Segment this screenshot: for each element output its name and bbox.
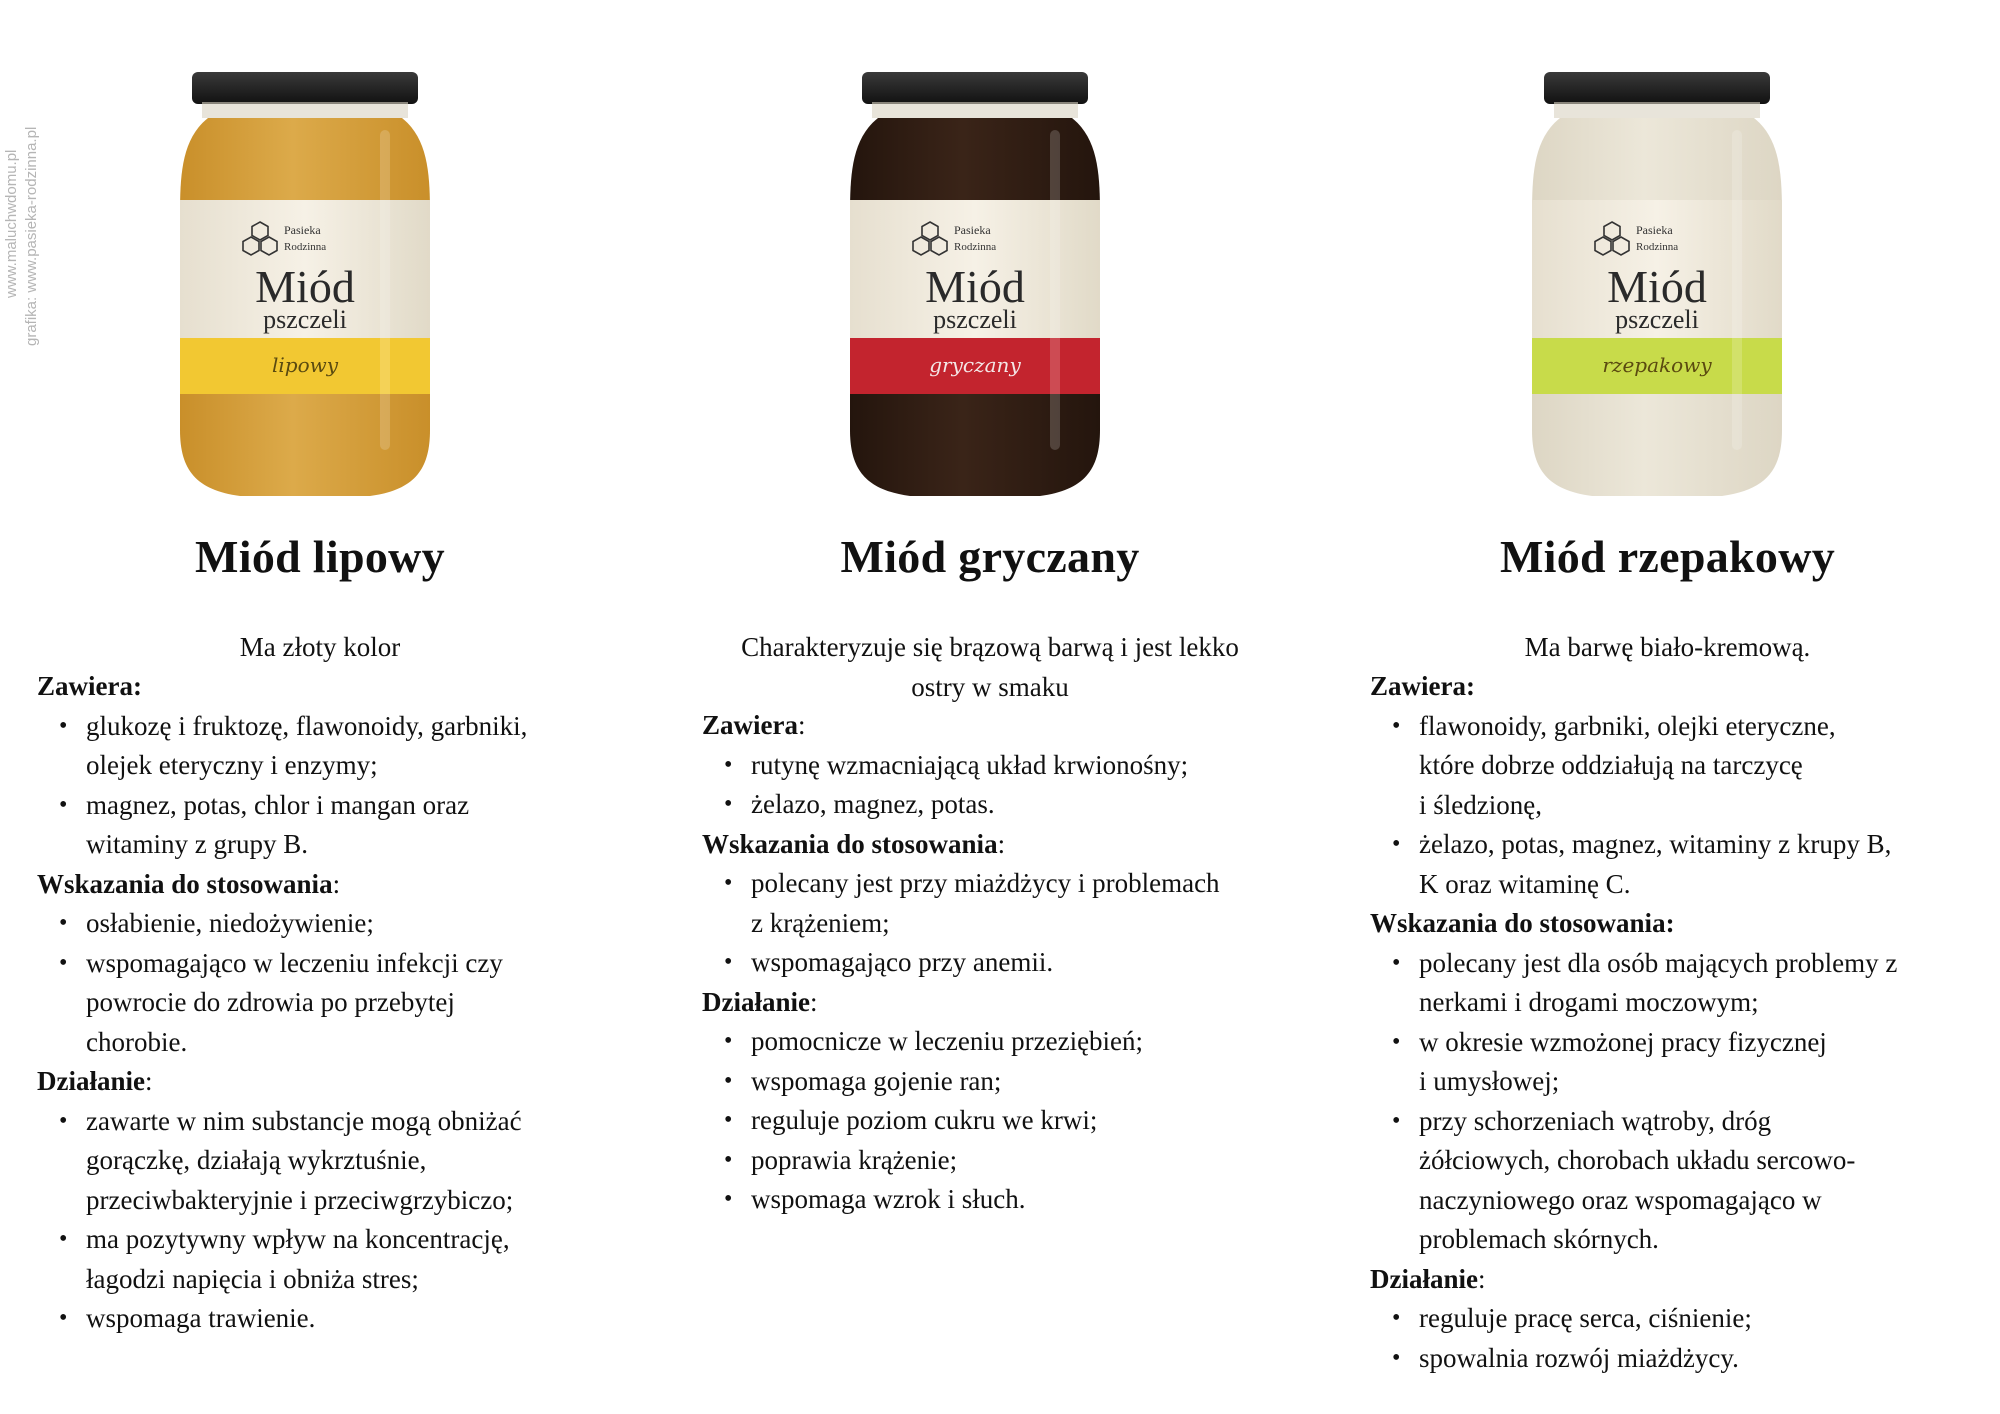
description-line: Charakteryzuje się brązową barwą i jest lekko: [741, 632, 1239, 662]
jar-label-line-2: pszczeli: [933, 305, 1017, 334]
jar-label-line-2: pszczeli: [1615, 305, 1699, 334]
section-heading: [1370, 1260, 1975, 1300]
jar-image-area: [1365, 70, 1970, 510]
jar-brand-line-2: Rodzinna: [954, 241, 997, 253]
jar-image-area: [30, 70, 610, 510]
section-heading-text: Działanie: [1370, 1263, 1478, 1294]
jar-label-line-2: pszczeli: [263, 305, 347, 334]
jar-brand-line-1: Pasieka: [284, 223, 321, 237]
list-item-line: • polecany jest dla osób mających problemy z: [1419, 947, 1898, 978]
jar-lid: [862, 72, 1088, 104]
list-item-line: • wspomaga wzrok i słuch.: [751, 1184, 1026, 1214]
list-item-line: problemach skórnych.: [1419, 1224, 1659, 1254]
list-item-line: • reguluje poziom cukru we krwi;: [751, 1105, 1098, 1135]
list-item-line: • polecany jest przy miażdżycy i problemach: [751, 868, 1220, 898]
list-item: [702, 943, 1292, 983]
list-item-line: K oraz witaminę C.: [1419, 868, 1631, 899]
list-item-line: • żelazo, potas, magnez, witaminy z krupy B,: [1419, 829, 1892, 859]
section-list: [37, 707, 617, 865]
list-item: [1370, 944, 1975, 1023]
list-item-line: witaminy z grupy B.: [86, 829, 308, 859]
list-item-line: • przy schorzeniach wątroby, dróg: [1419, 1105, 1772, 1136]
product-details: [1370, 667, 1975, 1378]
list-item-line: • magnez, potas, chlor i mangan oraz: [86, 789, 470, 820]
section-heading-text: Wskazania do stosowania: [702, 828, 998, 859]
list-item: [37, 944, 617, 1063]
section-heading-colon: :: [997, 828, 1006, 859]
list-item-line: żółciowych, chorobach układu sercowo-: [1419, 1145, 1856, 1175]
list-item-line: • żelazo, magnez, potas.: [751, 789, 995, 819]
list-item-line: chorobie.: [86, 1026, 188, 1057]
jar-lid: [1544, 72, 1770, 104]
jar-brand-line-2: Rodzinna: [1636, 241, 1679, 253]
list-item: [702, 864, 1292, 943]
list-item: [1370, 1339, 1975, 1379]
list-item: [1370, 707, 1975, 826]
list-item: [37, 1220, 617, 1299]
list-item: [37, 1102, 617, 1221]
jar-label-line-1: Miód: [925, 261, 1025, 312]
list-item: [702, 1180, 1292, 1220]
jar-highlight: [1732, 130, 1742, 450]
list-item-line: • rutynę wzmacniającą układ krwionośny;: [751, 749, 1189, 780]
list-item-line: • w okresie wzmożonej pracy fizycznej: [1419, 1026, 1827, 1057]
list-item: [702, 785, 1292, 825]
section-list: [1370, 944, 1975, 1260]
honey-jar-image: [180, 70, 430, 500]
section-list: [1370, 1299, 1975, 1378]
section-list: [37, 1102, 617, 1339]
jar-highlight: [380, 130, 390, 450]
jar-label-variety: gryczany: [929, 353, 1021, 377]
column-rzepakowy: [1365, 0, 1970, 1414]
product-details: [37, 667, 617, 1339]
honey-jar-image: [850, 70, 1100, 500]
list-item-line: i umysłowej;: [1419, 1066, 1560, 1096]
product-description: [1365, 627, 1970, 667]
section-heading: [1370, 667, 1975, 707]
list-item-line: • pomocnicze w leczeniu przeziębień;: [751, 1026, 1144, 1056]
list-item-line: • glukozę i fruktozę, flawonoidy, garbniki,: [86, 710, 528, 741]
product-title: Miód lipowy: [195, 531, 445, 582]
jar-brand-line-2: Rodzinna: [284, 241, 327, 253]
jar-brand-line-1: Pasieka: [954, 223, 991, 237]
section-list: [702, 1022, 1292, 1220]
list-item: [37, 786, 617, 865]
list-item: [1370, 1023, 1975, 1102]
description-line: Ma złoty kolor: [239, 632, 401, 662]
section-list: [702, 864, 1292, 983]
jar-lid: [192, 72, 418, 104]
section-heading-colon: :: [332, 868, 341, 899]
list-item: [1370, 825, 1975, 904]
section-heading-text: Wskazania do stosowania:: [1370, 908, 1675, 938]
list-item-line: powrocie do zdrowia po przebytej: [86, 987, 455, 1017]
jar-neck: [202, 102, 408, 118]
list-item: [702, 1062, 1292, 1102]
section-heading-colon: :: [797, 710, 806, 740]
list-item: [37, 904, 617, 944]
jar-neck: [1554, 102, 1760, 118]
list-item-line: • wspomaga trawienie.: [86, 1303, 316, 1333]
description-line: Ma barwę biało-kremową.: [1524, 632, 1811, 662]
section-heading-text: Wskazania do stosowania: [37, 868, 333, 899]
product-title: Miód rzepakowy: [1499, 531, 1836, 582]
section-list: [702, 746, 1292, 825]
list-item: [37, 707, 617, 786]
list-item-line: • wspomaga gojenie ran;: [751, 1065, 1002, 1096]
section-heading: [702, 825, 1292, 865]
section-heading: [1370, 904, 1975, 944]
column-lipowy: [30, 0, 610, 1414]
list-item-line: • spowalnia rozwój miażdżycy.: [1419, 1342, 1739, 1373]
section-heading-text: Zawiera:: [37, 671, 142, 701]
list-item-line: nerkami i drogami moczowym;: [1419, 987, 1759, 1017]
list-item: [1370, 1102, 1975, 1260]
jar-label-variety: lipowy: [271, 353, 339, 377]
section-heading-colon: :: [810, 986, 818, 1017]
section-heading-colon: :: [145, 1066, 153, 1096]
section-heading: [702, 983, 1292, 1023]
section-heading-colon: :: [1478, 1263, 1486, 1294]
section-heading-text: Działanie: [702, 986, 810, 1017]
list-item-line: które dobrze oddziałują na tarczycę: [1419, 750, 1803, 780]
honey-jar-image: [1532, 70, 1782, 500]
list-item-line: • reguluje pracę serca, ciśnienie;: [1419, 1303, 1752, 1333]
list-item-line: • wspomagająco w leczeniu infekcji czy: [86, 947, 503, 978]
jar-label-line-1: Miód: [1607, 261, 1707, 312]
list-item: [702, 1101, 1292, 1141]
section-heading-text: Działanie: [37, 1066, 145, 1096]
jar-highlight: [1050, 130, 1060, 450]
list-item-line: • zawarte w nim substancje mogą obniżać: [86, 1105, 522, 1136]
column-gryczany: [695, 0, 1285, 1414]
list-item: [1370, 1299, 1975, 1339]
product-details: [702, 706, 1292, 1220]
list-item: [702, 1022, 1292, 1062]
list-item-line: przeciwbakteryjnie i przeciwgrzybiczo;: [86, 1184, 514, 1215]
list-item: [37, 1299, 617, 1339]
list-item-line: i śledzionę,: [1419, 789, 1542, 820]
list-item: [702, 746, 1292, 786]
section-heading: [702, 706, 1292, 746]
watermark-line-1: www.maluchwdomu.pl: [3, 149, 20, 298]
list-item-line: • osłabienie, niedożywienie;: [86, 908, 374, 938]
section-heading-text: Zawiera:: [1370, 671, 1475, 701]
list-item-line: z krążeniem;: [751, 907, 890, 938]
product-description: [30, 627, 610, 667]
section-heading: [37, 865, 617, 905]
list-item-line: naczyniowego oraz wspomagająco w: [1419, 1184, 1822, 1215]
section-heading: [37, 667, 617, 707]
jar-brand-line-1: Pasieka: [1636, 223, 1673, 237]
section-list: [1370, 707, 1975, 905]
jar-label-variety: rzepakowy: [1602, 353, 1712, 377]
description-line: ostry w smaku: [911, 672, 1069, 702]
product-description: [695, 627, 1285, 707]
list-item: [702, 1141, 1292, 1181]
watermark-line-2: grafika: www.pasieka-rodzinna.pl: [23, 126, 40, 346]
list-item-line: • wspomagająco przy anemii.: [751, 947, 1054, 977]
jar-neck: [872, 102, 1078, 118]
jar-label-line-1: Miód: [255, 261, 355, 312]
section-heading: [37, 1062, 617, 1102]
list-item-line: łagodzi napięcia i obniża stres;: [86, 1263, 419, 1294]
jar-image-area: [695, 70, 1285, 510]
list-item-line: • flawonoidy, garbniki, olejki eteryczne,: [1419, 710, 1836, 741]
list-item-line: • ma pozytywny wpływ na koncentrację,: [86, 1224, 510, 1254]
list-item-line: olejek eteryczny i enzymy;: [86, 750, 378, 780]
list-item-line: • poprawia krążenie;: [751, 1144, 958, 1175]
section-list: [37, 904, 617, 1062]
section-heading-text: Zawiera: [702, 710, 798, 740]
product-title: Miód gryczany: [840, 531, 1140, 582]
list-item-line: gorączkę, działają wykrztuśnie,: [86, 1145, 427, 1175]
